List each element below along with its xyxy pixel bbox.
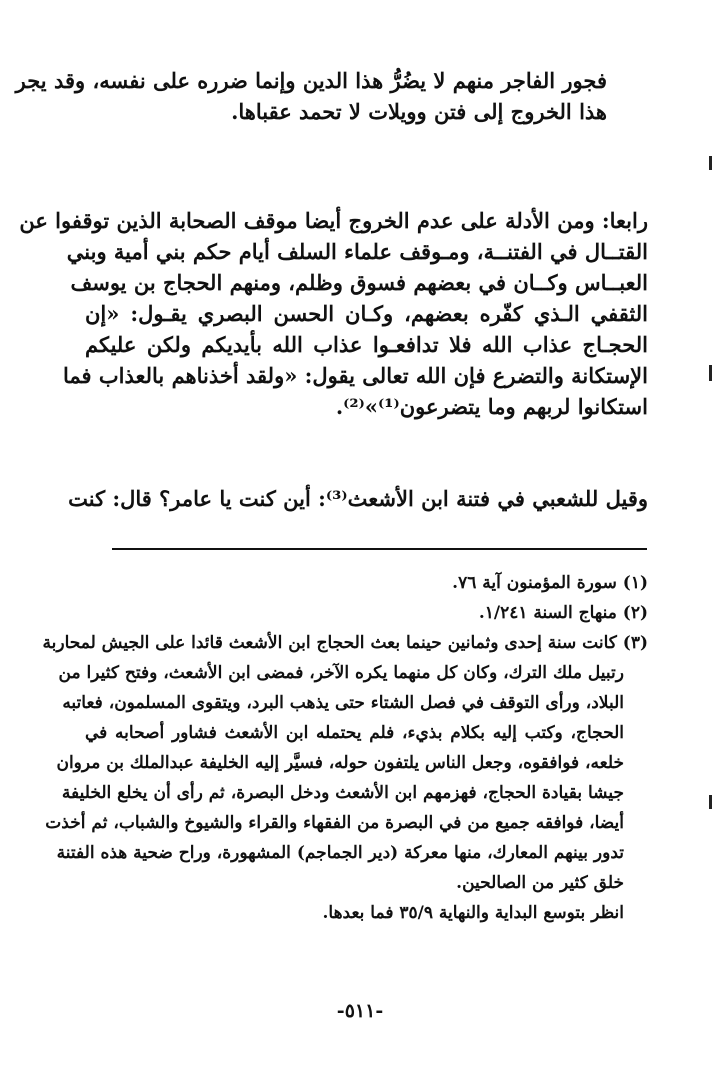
footnote-3-line: (٣) كانت سنة إحدى وثمانين حينما بعث الحجاج ابن الأشعث قائدا على الجيش لمحاربة [42,633,648,653]
paragraph-2-line: الحجـاج عذاب الله فلا تدافعـوا عذاب الله بأيديكم ولكن عليكم [85,332,648,357]
footnotes [42,568,648,928]
margin-mark [709,795,712,809]
paragraph-2 [19,205,648,422]
footnote-3-line: أيضا، فوافقه جميع من في البصرة من الفقهاء والقراء والشيوخ والشباب، ثم أخذت [45,813,624,833]
margin-mark [709,156,712,170]
footnote-2: (٢) منهاج السنة ١/٢٤١. [478,603,648,623]
footnote-3-line: تدور بينهم المعارك، منها معركة (دير الجماجم) المشهورة، وراح ضحية هذه الفتنة [56,843,624,863]
paragraph-1 [15,65,607,127]
page-number: -٥١١- [336,1000,384,1022]
footnote-3-line: خلعه، فوافقوه، وجعل الناس يلتفون حوله، فسيَّر إليه الخليفة عبدالملك بن مروان [56,753,624,773]
paragraph-1-line: فجور الفاجر منهم لا يضُرُّ هذا الدين وإنما ضرره على نفسه، وقد يجر [15,68,607,93]
paragraph-2-line: استكانوا لربهم وما يتضرعون⁽¹⁾»⁽²⁾. [335,394,648,419]
footnote-3-reference: انظر بتوسع البداية والنهاية ٣٥/٩ فما بعدها. [322,903,624,923]
paragraph-2-line: الإستكانة والتضرع فإن الله تعالى يقول: «ولقد أخذناهم بالعذاب فما [62,363,648,388]
paragraph-2-line: القتــال في الفتنــة، ومـوقف علماء السلف أيام حكم بني أمية وبني [66,239,648,264]
footnote-divider [112,548,647,550]
paragraph-2-line: رابعا: ومن الأدلة على عدم الخروج أيضا موقف الصحابة الذين توقفوا عن [19,208,648,233]
margin-mark [709,365,712,381]
footnote-1: (١) سورة المؤمنون آية ٧٦. [452,573,648,593]
paragraph-3 [68,483,648,514]
footnote-3-line: البلاد، ورأى التوقف في فصل الشتاء حتى يذهب البرد، ويتقوى المسلمون، فعاتبه [62,693,624,713]
footnote-3-line: خلق كثير من الصالحين. [456,873,624,893]
paragraph-2-line: العبــاس وكــان في بعضهم فسوق وظلم، ومنهم الحجاج بن يوسف [70,270,648,295]
footnote-3-line: رتبيل ملك الترك، وكان كل منهما يكره الآخر، فمضى ابن الأشعث، وفتح كثيرا من [58,663,624,683]
footnote-3 [42,628,648,928]
footnote-3-line: الحجاج، وكتب إليه بكلام بذيء، فلم يحتمله ابن الأشعث فشاور أصحابه في [85,723,624,743]
paragraph-1-line: هذا الخروج إلى فتن وويلات لا تحمد عقباها. [231,99,607,124]
footnote-3-line: جيشا بقيادة الحجاج، فهزمهم ابن الأشعث ودخل البصرة، ثم رأى أن يخلع الخليفة [61,783,624,803]
paragraph-3-line: وقيل للشعبي في فتنة ابن الأشعث⁽³⁾: أين كنت يا عامر؟ قال: كنت [68,486,648,511]
paragraph-2-line: الثقفي الـذي كفّره بعضهم، وكـان الحسن البصري يقـول: «إن [85,301,648,326]
